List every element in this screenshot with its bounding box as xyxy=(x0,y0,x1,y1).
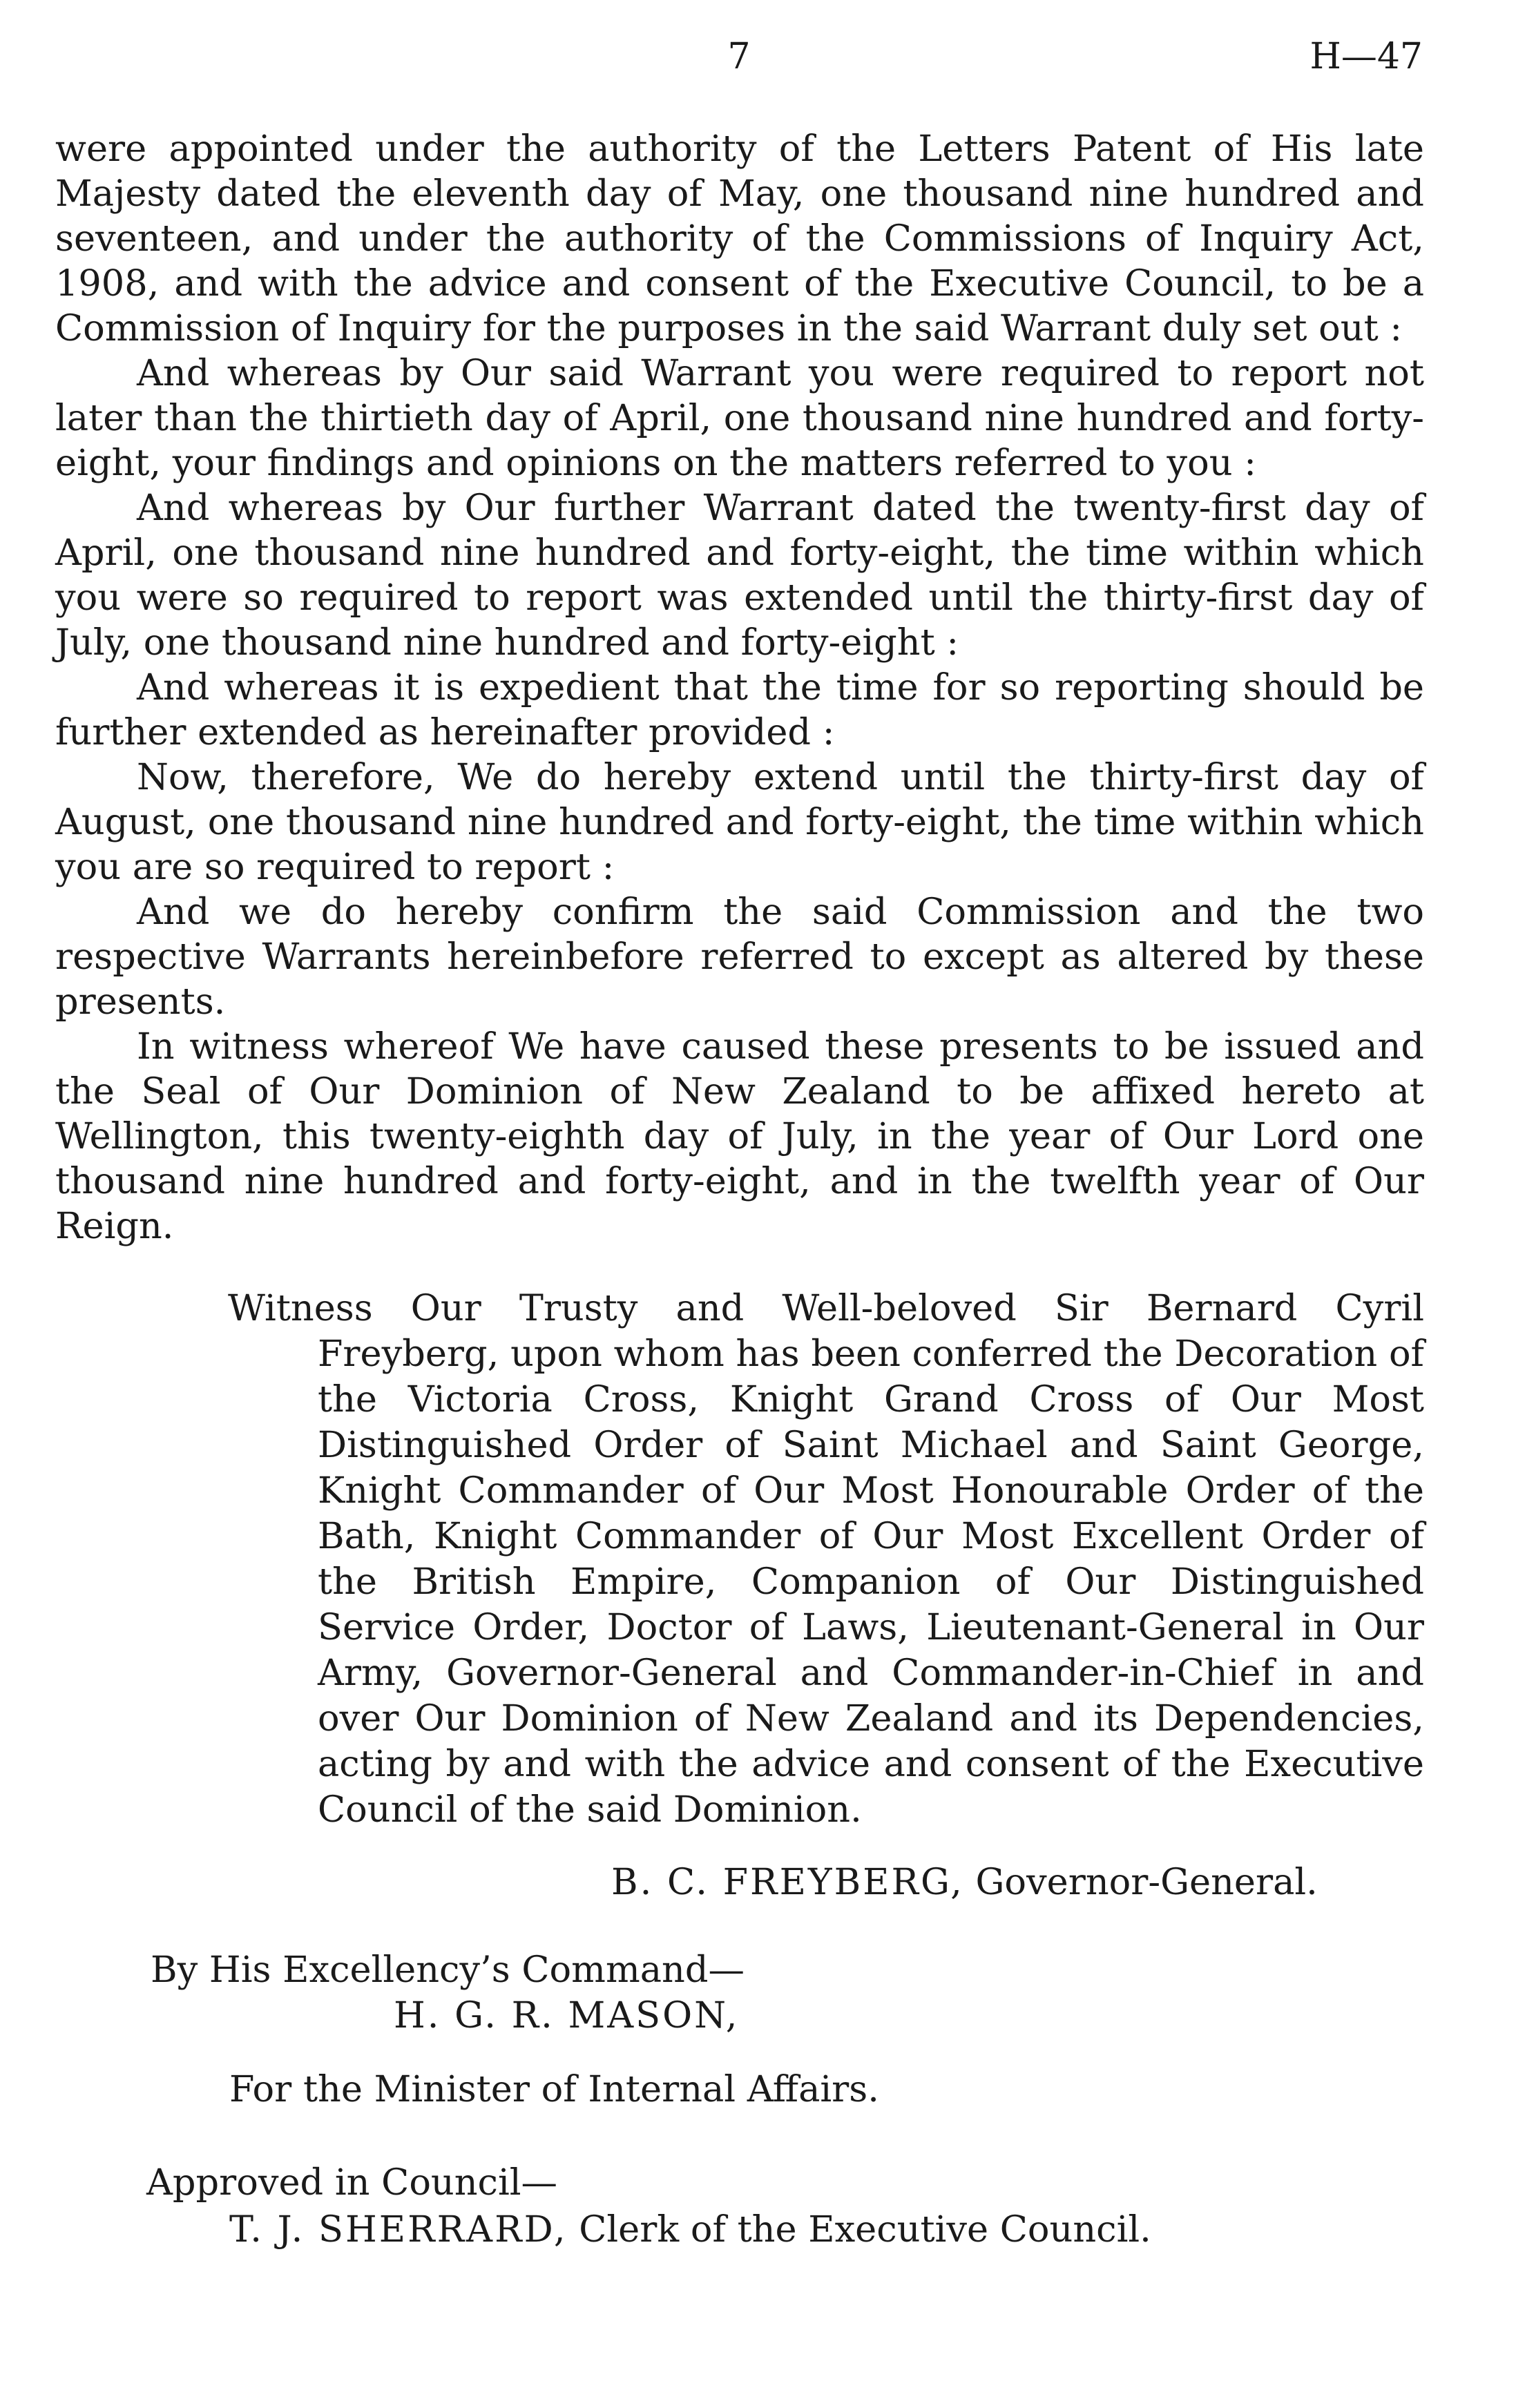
approval-line: Approved in Council— xyxy=(146,2161,558,2204)
paragraph: And whereas it is expedient that the time for so reporting should be further extended as hereinafter provided : xyxy=(55,666,1424,753)
governor-name: B. C. FREYBERG, xyxy=(611,1861,964,1903)
page-header xyxy=(55,36,1423,91)
governor-signature xyxy=(611,1860,1318,1905)
paragraph: Now, therefore, We do hereby extend until the thirty-first day of August, one thousand nine hundred and forty-eight, the time within which you are so required to report : xyxy=(55,756,1424,888)
paragraph: were appointed under the authority of the Letters Patent of His late Majesty dated the eleventh day of May, one thousand nine hundred and seventeen, and under the authority of the Commissions of Inquiry Act, 1908, and with the advice and consent of the Executive Council, to be a Commission of Inquiry for the purposes in the said Warrant duly set out : xyxy=(55,128,1424,349)
paragraph: And whereas by Our said Warrant you were required to report not later than the thirtieth day of April, one thousand nine hundred and forty-eight, your findings and opinions on the matters referred to you : xyxy=(55,352,1424,484)
minister-role: For the Minister of Internal Affairs. xyxy=(229,2068,879,2110)
clerk-signature xyxy=(229,2207,1151,2253)
witness-clause: Witness Our Trusty and Well-beloved Sir Bernard Cyril Freyberg, upon whom has been conferred the Decoration of the Victoria Cross, Knight Grand Cross of Our Most Distinguished Order of Saint Michael and Saint George, Knight Commander of Our Most Honourable Order of the Bath, Knight Commander of Our Most Excellent Order of the British Empire, Companion of Our Distinguished Service Order, Doctor of Laws, Lieutenant-General in Our Army, Governor-General and Commander-in-Chief in and over Our Dominion of New Zealand and its Dependencies, acting by and with the advice and consent of the Executive Council of the said Dominion. xyxy=(228,1287,1424,1831)
command-line: By His Excellency’s Command— xyxy=(151,1949,745,1991)
paragraph: And whereas by Our further Warrant dated the twenty-first day of April, one thousand nine hundred and forty-eight, the time within which you were so required to report was extended until the thirty-first day of July, one thousand nine hundred and forty-eight : xyxy=(55,487,1424,664)
paragraph: In witness whereof We have caused these presents to be issued and the Seal of Our Dominion of New Zealand to be affixed hereto at Wellington, this twenty-eighth day of July, in the year of Our Lord one thousand nine hundred and forty-eight, and in the twelfth year of Our Reign. xyxy=(55,1025,1424,1247)
clerk-name: T. J. SHERRARD, xyxy=(229,2208,568,2251)
document-code: H—47 xyxy=(1309,36,1423,77)
governor-title: Governor-General. xyxy=(975,1861,1318,1903)
clerk-role: Clerk of the Executive Council. xyxy=(579,2208,1151,2251)
body-text xyxy=(55,126,1424,1249)
paragraph: And we do hereby confirm the said Commission and the two respective Warrants hereinbefore referred to except as altered by these presents. xyxy=(55,891,1424,1023)
minister-name: H. G. R. MASON, xyxy=(394,1994,740,2036)
page-number: 7 xyxy=(727,36,751,77)
